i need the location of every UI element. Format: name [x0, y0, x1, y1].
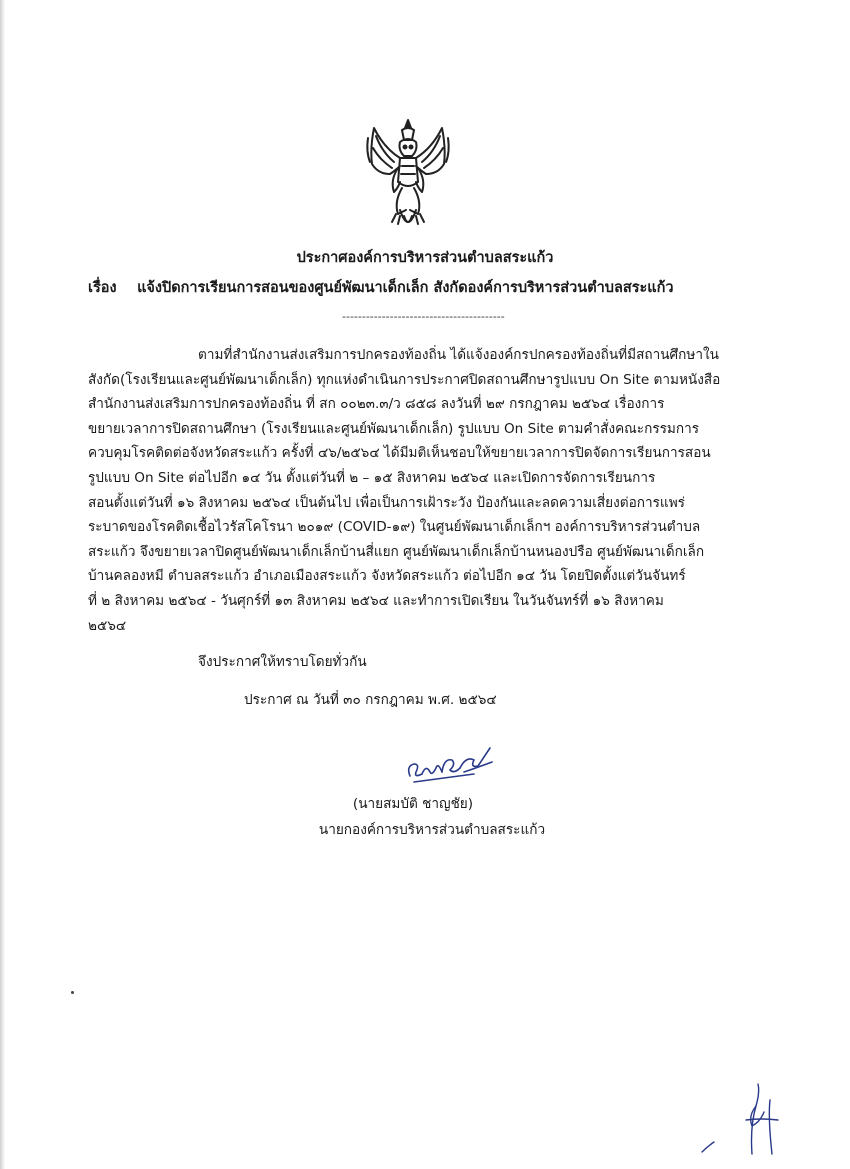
body-line: ตามที่สำนักงานส่งเสริมการปกครองท้องถิ่น ได้แจ้งองค์กรปกครองท้องถิ่นที่มีสถานศึกษาใน: [198, 347, 719, 363]
closing-statement: จึงประกาศให้ทราบโดยทั่วกัน: [198, 654, 367, 670]
subject-line: [88, 276, 808, 299]
separator-line: -----------------------------------------: [342, 310, 505, 322]
body-line: สระแก้ว จึงขยายเวลาปิดศูนย์พัฒนาเด็กเล็กบ้านสี่แยก ศูนย์พัฒนาเด็กเล็กบ้านหนองปรือ ศูนย์พัฒนาเด็กเล็ก: [88, 543, 705, 560]
announcement-date: ประกาศ ณ วันที่ ๓๐ กรกฎาคม พ.ศ. ๒๕๖๔: [244, 692, 497, 708]
scan-speck: [71, 991, 74, 994]
initial-mark: [700, 1076, 790, 1156]
subject-label: เรื่อง: [88, 280, 117, 296]
body-line: สอนตั้งแต่วันที่ ๑๖ สิงหาคม ๒๕๖๔ เป็นต้นไป เพื่อเป็นการเฝ้าระวัง ป้องกันและลดความเสี่ยงต่อการแพร่: [88, 494, 685, 511]
body-line: ควบคุมโรคติดต่อจังหวัดสระแก้ว ครั้งที่ ๔๖/๒๕๖๔ ได้มีมติเห็นชอบให้ขยายเวลาการปิดจัดการเรียนการสอน: [88, 445, 711, 462]
body-line: บ้านคลองหมี ตำบลสระแก้ว อำเภอเมืองสระแก้ว จังหวัดสระแก้ว ต่อไปอีก ๑๔ วัน โดยปิดตั้งแต่วันจันทร์: [88, 568, 686, 585]
body-line: ที่ ๒ สิงหาคม ๒๕๖๔ - วันศุกร์ที่ ๑๓ สิงหาคม ๒๕๖๔ และทำการเปิดเรียน ในวันจันทร์ที่ ๑๖ สิงหาคม: [88, 592, 664, 609]
body-paragraph: [88, 343, 770, 638]
signer-name: (นายสมบัติ ชาญชัย): [352, 796, 474, 812]
body-line: ระบาดของโรคติดเชื้อไวรัสโคโรนา ๒๐๑๙ (COVID-๑๙) ในศูนย์พัฒนาเด็กเล็กฯ องค์การบริหารส่วนตำบล: [88, 519, 701, 536]
garuda-emblem-icon: [364, 118, 452, 236]
body-line: ขยายเวลาการปิดสถานศึกษา (โรงเรียนและศูนย์พัฒนาเด็กเล็ก) รูปแบบ On Site ตามคำสั่งคณะกรรมการ: [88, 420, 700, 437]
subject-text: แจ้งปิดการเรียนการสอนของศูนย์พัฒนาเด็กเล็ก สังกัดองค์การบริหารส่วนตำบลสระแก้ว: [137, 280, 674, 296]
body-line: สังกัด(โรงเรียนและศูนย์พัฒนาเด็กเล็ก) ทุกแห่งดำเนินการประกาศปิดสถานศึกษารูปแบบ On Site ตามหนังสือ: [88, 371, 721, 388]
signer-title: นายกองค์การบริหารส่วนตำบลสระแก้ว: [318, 822, 546, 838]
body-line: สำนักงานส่งเสริมการปกครองท้องถิ่น ที่ สก ๐๐๒๓.๓/ว ๘๕๘ ลงวันที่ ๒๙ กรกฎาคม ๒๕๖๔ เรื่องการ: [88, 396, 665, 413]
body-line: รูปแบบ On Site ต่อไปอีก ๑๔ วัน ตั้งแต่วันที่ ๒ – ๑๕ สิงหาคม ๒๕๖๔ และเปิดการจัดการเรียนการ: [88, 469, 656, 486]
signature-mark: [404, 738, 504, 788]
body-line: ๒๕๖๔: [88, 617, 127, 634]
announcement-title: ประกาศองค์การบริหารส่วนตำบลสระแก้ว: [296, 250, 554, 266]
scan-edge-shadow: [0, 0, 5, 1169]
